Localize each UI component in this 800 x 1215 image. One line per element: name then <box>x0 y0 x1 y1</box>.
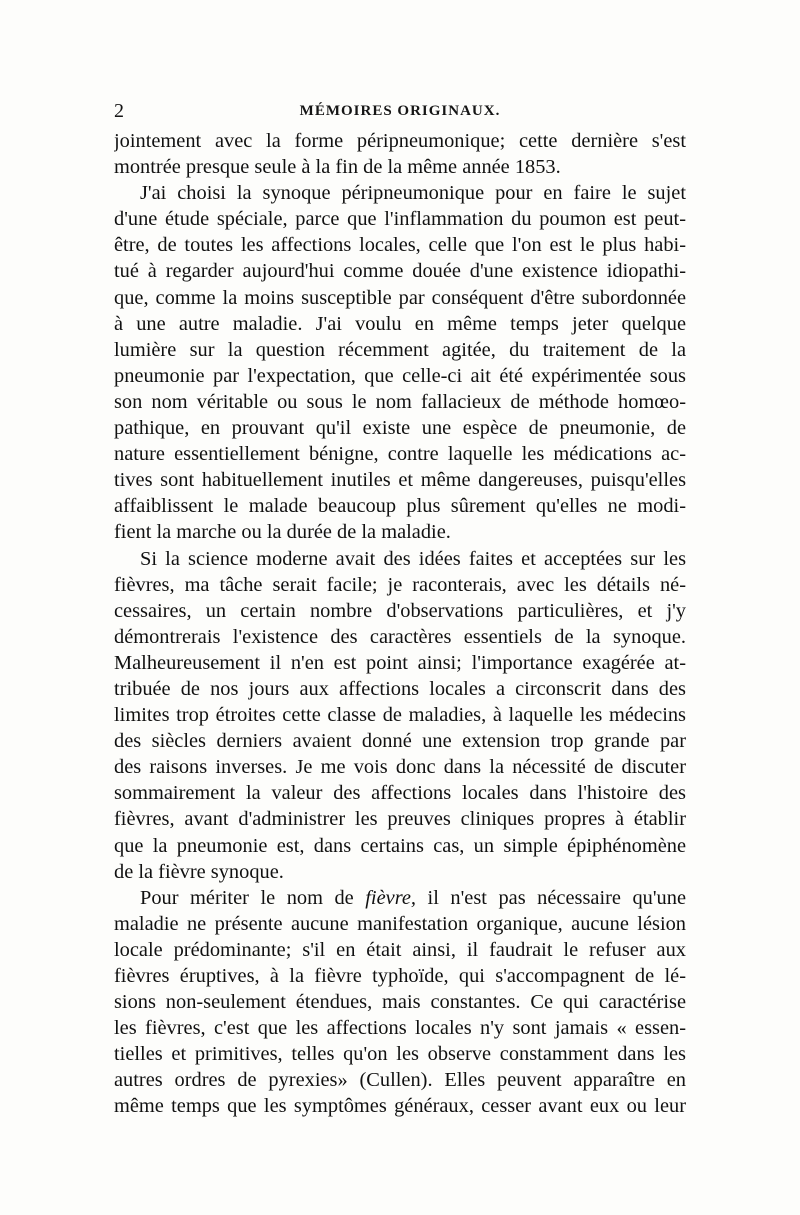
text-line: jointement avec la forme péripneumonique; cette dernière s'est <box>114 130 686 152</box>
text-line: des siècles derniers avaient donné une extension trop grande par <box>114 730 686 753</box>
text-line: que, comme la moins susceptible par conséquent d'être subordonnée <box>114 286 686 309</box>
text-line: affaiblissent le malade beaucoup plus sûrement qu'elles ne modi- <box>114 495 686 518</box>
text-line: sommairement la valeur des affections locales dans l'histoire des <box>114 782 686 805</box>
text-line: tielles et primitives, telles qu'on les observe constamment dans les <box>114 1043 686 1066</box>
text-line: limites trop étroites cette classe de maladies, à laquelle les médecins <box>114 704 686 727</box>
text-line: à une autre maladie. J'ai voulu en même temps jeter quelque <box>114 312 686 335</box>
text-segment: il n'est pas nécessaire qu'une <box>416 886 686 909</box>
text-line: tué à regarder aujourd'hui comme douée d'une existence idiopathi- <box>114 260 686 283</box>
text-line <box>114 885 686 911</box>
text-line: Si la science moderne avait des idées faites et acceptées sur les <box>140 547 686 570</box>
text-line: démontrerais l'existence des caractères essentiels de la synoque. <box>114 625 686 648</box>
text-line: autres ordres de pyrexies» (Cullen). Elles peuvent apparaître en <box>114 1069 686 1092</box>
text-line: d'une étude spéciale, parce que l'inflammation du poumon est peut- <box>114 208 686 231</box>
text-line: fient la marche ou la durée de la maladie. <box>114 521 451 544</box>
text-line: nature essentiellement bénigne, contre laquelle les médications ac- <box>114 443 686 466</box>
italic-term: fièvre, <box>365 886 417 909</box>
text-line: son nom véritable ou sous le nom fallacieux de méthode homœo- <box>114 390 686 413</box>
text-line: montrée presque seule à la fin de la même année 1853. <box>114 156 561 179</box>
text-line: sions non-seulement étendues, mais constantes. Ce qui caractérise <box>114 991 686 1014</box>
text-line: J'ai choisi la synoque péripneumonique pour en faire le sujet <box>140 182 686 205</box>
text-line: maladie ne présente aucune manifestation organique, aucune lésion <box>114 912 686 935</box>
text-line: cessaires, un certain nombre d'observations particulières, et j'y <box>114 599 686 622</box>
text-line: tribuée de nos jours aux affections locales a circonscrit dans des <box>114 677 686 700</box>
running-title: MÉMOIRES ORIGINAUX. <box>299 103 501 119</box>
text-line: fièvres éruptives, à la fièvre typhoïde, qui s'accompagnent de lé- <box>114 965 686 987</box>
text-line: tives sont habituellement inutiles et même dangereuses, puisqu'elles <box>114 469 686 492</box>
text-line: fièvres, ma tâche serait facile; je raconterais, avec les détails né- <box>114 573 686 596</box>
text-line: Malheureusement il n'en est point ainsi; l'importance exagérée at- <box>114 651 686 674</box>
text-segment: Pour mériter le nom de <box>140 886 366 909</box>
text-line: pathique, en prouvant qu'il existe une espèce de pneumonie, de <box>114 417 686 440</box>
text-line: lumière sur la question récemment agitée, du traitement de la <box>114 338 686 361</box>
text-line: des raisons inverses. Je me vois donc dans la nécessité de discuter <box>114 756 686 779</box>
text-line: que la pneumonie est, dans certains cas, un simple épiphénomène <box>114 834 686 857</box>
page-number: 2 <box>114 100 124 122</box>
text-line: de la fièvre synoque. <box>114 860 284 883</box>
page-header <box>114 98 686 124</box>
body-text <box>114 128 686 1120</box>
text-line: même temps que les symptômes généraux, cesser avant eux ou leur <box>114 1095 686 1118</box>
text-line: pneumonie par l'expectation, que celle-ci ait été expérimentée sous <box>114 364 686 387</box>
text-line: être, de toutes les affections locales, celle que l'on est le plus habi- <box>114 234 686 257</box>
text-line: les fièvres, c'est que les affections locales n'y sont jamais « essen- <box>114 1017 686 1040</box>
text-line: locale prédominante; s'il en était ainsi, il faudrait le refuser aux <box>114 938 686 961</box>
text-line: fièvres, avant d'administrer les preuves cliniques propres à établir <box>114 808 686 831</box>
